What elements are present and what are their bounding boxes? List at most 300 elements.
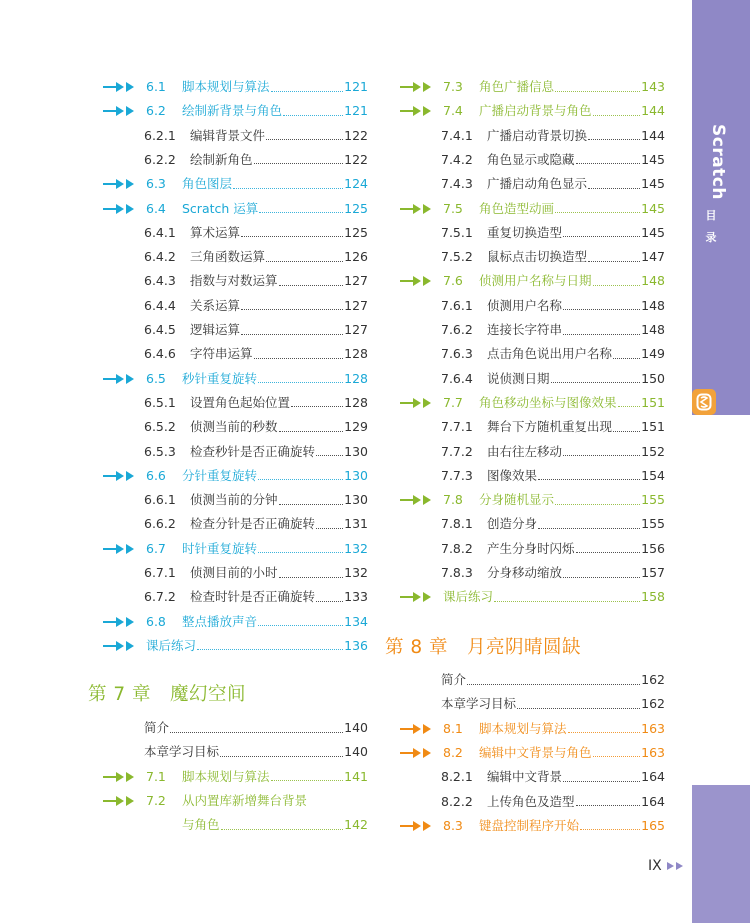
entry-number: 7.5.1	[441, 224, 473, 240]
entry-title: 课后练习	[146, 637, 197, 653]
toc-subsection-entry[interactable]	[400, 126, 665, 146]
leader-dots	[258, 479, 343, 480]
toc-subsection-entry[interactable]	[400, 767, 665, 787]
entry-page: 147	[641, 249, 665, 265]
entry-number: 7.6.4	[441, 370, 473, 386]
section-arrow-icon	[400, 104, 440, 118]
entry-page: 133	[344, 589, 368, 605]
entry-number: 6.5.1	[144, 394, 176, 410]
leader-dots	[563, 577, 640, 578]
entry-page: 155	[641, 492, 665, 508]
entry-title: 广播启动背景切换	[487, 127, 588, 143]
entry-title: 三角函数运算	[190, 249, 266, 265]
toc-section-entry[interactable]	[103, 767, 368, 787]
entry-number: 8.1	[443, 720, 463, 736]
leader-dots	[563, 334, 640, 335]
toc-section-entry[interactable]	[400, 816, 665, 836]
entry-page: 154	[641, 467, 665, 483]
right-sidebar	[692, 0, 750, 923]
page-folio	[648, 858, 686, 874]
entry-title: 角色广播信息	[479, 79, 555, 94]
leader-dots	[563, 309, 640, 310]
entry-number: 7.4.2	[441, 151, 473, 167]
entry-page: 122	[344, 127, 368, 143]
entry-page: 151	[641, 419, 665, 435]
entry-title: 脚本规划与算法	[479, 720, 567, 736]
entry-number: 6.7	[146, 540, 166, 556]
leader-dots	[618, 406, 641, 407]
entry-title: 检查分针是否正确旋转	[190, 516, 316, 532]
entry-number: 6.4.5	[144, 322, 176, 337]
entry-title: 字符串运算	[190, 346, 253, 362]
entry-page: 132	[344, 540, 368, 556]
entry-page: 145	[641, 176, 665, 192]
entry-page: 164	[641, 793, 665, 809]
section-arrow-icon	[400, 819, 440, 833]
entry-number: 6.2.1	[144, 127, 176, 143]
toc-section-entry[interactable]	[103, 369, 368, 389]
toc-subsection-entry[interactable]	[103, 223, 368, 243]
entry-page: 158	[641, 589, 665, 605]
entry-title: 键盘控制程序开始	[479, 817, 580, 833]
entry-page: 129	[344, 419, 368, 435]
toc-subsection-entry[interactable]	[103, 442, 368, 462]
section-arrow-icon	[103, 202, 143, 216]
leader-dots	[588, 139, 640, 140]
entry-page: 127	[344, 322, 368, 337]
entry-title: 算术运算	[190, 224, 241, 240]
toc-subsection-entry[interactable]	[103, 563, 368, 583]
entry-number: 7.4.1	[441, 127, 473, 143]
chapter-7-heading[interactable]: 第 7 章 魔幻空间	[88, 684, 247, 705]
toc-subsection-entry[interactable]	[103, 417, 368, 437]
toc-subsection-entry[interactable]	[400, 792, 665, 812]
entry-title: 整点播放声音	[182, 613, 258, 629]
leader-dots	[258, 625, 343, 626]
section-arrow-icon	[103, 104, 143, 118]
leader-dots	[316, 528, 343, 529]
section-arrow-icon	[103, 542, 143, 556]
toc-section-entry[interactable]	[400, 490, 665, 510]
entry-number: 6.4.1	[144, 224, 176, 240]
leader-dots	[221, 829, 344, 830]
entry-page: 130	[344, 467, 368, 483]
entry-title: 秒针重复旋转	[182, 370, 258, 386]
leader-dots	[551, 382, 641, 383]
section-arrow-icon	[400, 80, 440, 94]
entry-number: 7.8	[443, 492, 463, 508]
entry-title: 脚本规划与算法	[182, 79, 270, 94]
chapter-8-heading[interactable]: 第 8 章 月亮阴晴圆缺	[385, 637, 582, 658]
entry-page: 121	[344, 103, 368, 119]
leader-dots	[563, 781, 640, 782]
leader-dots	[467, 684, 640, 685]
entry-title: 编辑中文背景与角色	[479, 744, 592, 760]
leader-dots	[241, 236, 343, 237]
leader-dots	[588, 188, 640, 189]
toc-subsection-entry[interactable]	[400, 563, 665, 583]
toc-subsection-entry[interactable]	[400, 466, 665, 486]
entry-number: 6.5	[146, 370, 166, 386]
leader-dots	[279, 285, 344, 286]
toc-subsection-entry[interactable]	[103, 271, 368, 291]
leader-dots	[563, 236, 640, 237]
entry-title: 时针重复旋转	[182, 540, 258, 556]
entry-page: 157	[641, 565, 665, 580]
entry-page: 149	[641, 346, 665, 362]
entry-page: 126	[344, 249, 368, 265]
entry-page: 125	[344, 200, 368, 216]
section-arrow-icon	[400, 202, 440, 216]
leader-dots	[291, 406, 343, 407]
toc-section-entry[interactable]	[400, 393, 665, 413]
leader-dots	[271, 91, 344, 92]
entry-title: 侦测目前的小时	[190, 565, 278, 580]
section-arrow-icon	[103, 794, 143, 808]
sidebar-sub-1: 目	[705, 209, 717, 222]
leader-dots	[576, 805, 641, 806]
entry-number: 7.3	[443, 79, 463, 94]
toc-subsection-entry[interactable]	[400, 150, 665, 170]
toc-intro-entry[interactable]	[400, 694, 665, 714]
leader-dots	[233, 188, 343, 189]
entry-number: 6.3	[146, 176, 166, 192]
entry-title: 侦测用户名称	[487, 297, 563, 313]
page-number: IX	[648, 858, 662, 874]
entry-page: 152	[641, 443, 665, 459]
entry-number: 7.7	[443, 394, 463, 410]
entry-number: 6.7.1	[144, 565, 176, 580]
entry-title: 检查时针是否正确旋转	[190, 589, 316, 605]
entry-number: 6.4	[146, 200, 166, 216]
entry-title: 说侦测日期	[487, 370, 550, 386]
entry-page: 130	[344, 492, 368, 508]
entry-title: 上传角色及造型	[487, 793, 575, 809]
entry-number: 7.5.2	[441, 249, 473, 265]
entry-page: 127	[344, 297, 368, 313]
entry-number: 6.6.1	[144, 492, 176, 508]
entry-page: 140	[344, 720, 368, 735]
leader-dots	[555, 212, 640, 213]
section-arrow-icon	[103, 770, 143, 784]
entry-number: 6.4.2	[144, 249, 176, 265]
entry-title: 分身移动缩放	[487, 565, 563, 580]
entry-number: 7.8.3	[441, 565, 473, 580]
entry-page: 162	[641, 696, 665, 712]
leader-dots	[266, 261, 343, 262]
entry-number: 8.2	[443, 744, 463, 760]
entry-number: 7.5	[443, 200, 463, 216]
entry-page: 151	[641, 394, 665, 410]
entry-title: 课后练习	[443, 589, 494, 605]
leader-dots	[555, 504, 640, 505]
entry-number: 7.4	[443, 103, 463, 119]
toc-section-entry[interactable]	[103, 636, 368, 656]
entry-page: 163	[641, 744, 665, 760]
leader-dots	[613, 358, 640, 359]
toc-subsection-entry[interactable]	[400, 417, 665, 437]
entry-title: 编辑背景文件	[190, 127, 266, 143]
entry-number: 7.1	[146, 768, 166, 784]
entry-page: 145	[641, 224, 665, 240]
entry-number: 6.4.4	[144, 297, 176, 313]
section-arrow-icon	[103, 469, 143, 483]
entry-title: 侦测当前的分钟	[190, 492, 278, 508]
entry-title: 简介	[441, 672, 467, 687]
entry-number: 8.2.2	[441, 793, 473, 809]
entry-number: 7.6.2	[441, 322, 473, 337]
leader-dots	[279, 504, 344, 505]
entry-title: 分针重复旋转	[182, 467, 258, 483]
entry-title: 编辑中文背景	[487, 769, 563, 785]
leader-dots	[593, 115, 641, 116]
entry-title: 设置角色起始位置	[190, 394, 291, 410]
toc-intro-entry[interactable]	[103, 742, 368, 762]
toc-section-entry[interactable]	[400, 271, 665, 291]
leader-dots	[588, 261, 640, 262]
entry-page: 125	[344, 224, 368, 240]
sidebar-bottom-band	[692, 785, 750, 923]
leader-dots	[568, 732, 641, 733]
entry-number: 6.5.2	[144, 419, 176, 435]
entry-title: 检查秒针是否正确旋转	[190, 443, 316, 459]
entry-number: 7.6	[443, 273, 463, 289]
leader-dots	[517, 708, 640, 709]
entry-title: 本章学习目标	[144, 744, 220, 760]
entry-page: 165	[641, 817, 665, 833]
entry-title: 绘制新角色	[190, 151, 253, 167]
toc-section-entry[interactable]	[103, 815, 368, 835]
entry-number: 6.4.6	[144, 346, 176, 362]
section-arrow-icon	[400, 590, 440, 604]
entry-title: 分身随机显示	[479, 492, 555, 508]
entry-number: 6.6.2	[144, 516, 176, 532]
entry-page: 155	[641, 516, 665, 532]
toc-subsection-entry[interactable]	[400, 223, 665, 243]
entry-page: 130	[344, 443, 368, 459]
leader-dots	[538, 528, 640, 529]
toc-section-entry[interactable]	[400, 719, 665, 739]
toc-subsection-entry[interactable]	[103, 587, 368, 607]
chapter-tab-icon	[696, 393, 712, 411]
toc-subsection-entry[interactable]	[103, 296, 368, 316]
entry-number: 6.1	[146, 79, 166, 94]
entry-page: 121	[344, 79, 368, 94]
entry-number: 6.4.3	[144, 273, 176, 289]
toc-section-entry[interactable]	[103, 77, 368, 97]
toc-subsection-entry[interactable]	[400, 514, 665, 534]
toc-intro-entry[interactable]	[400, 670, 665, 690]
toc-subsection-entry[interactable]	[400, 320, 665, 340]
entry-page: 140	[344, 744, 368, 760]
toc-subsection-entry[interactable]	[400, 296, 665, 316]
toc-subsection-entry[interactable]	[103, 150, 368, 170]
entry-page: 131	[344, 516, 368, 532]
entry-page: 143	[641, 79, 665, 94]
leader-dots	[563, 455, 640, 456]
entry-page: 128	[344, 370, 368, 386]
entry-title: 本章学习目标	[441, 696, 517, 712]
entry-title: 关系运算	[190, 297, 241, 313]
entry-title: 脚本规划与算法	[182, 768, 270, 784]
toc-section-entry[interactable]	[103, 539, 368, 559]
entry-page: 145	[641, 151, 665, 167]
toc-section-entry[interactable]	[103, 174, 368, 194]
entry-title: 与角色	[182, 817, 220, 833]
leader-dots	[241, 334, 343, 335]
entry-number: 8.2.1	[441, 769, 473, 785]
entry-title: 产生分身时闪烁	[487, 540, 575, 556]
toc-section-entry[interactable]	[103, 466, 368, 486]
entry-page: 145	[641, 200, 665, 216]
entry-page: 148	[641, 297, 665, 313]
entry-title: 点击角色说出用户名称	[487, 346, 613, 362]
entry-title: 角色移动坐标与图像效果	[479, 394, 617, 410]
entry-title: 角色图层	[182, 176, 233, 192]
leader-dots	[254, 163, 344, 164]
leader-dots	[266, 139, 343, 140]
sidebar-sub-2: 录	[705, 231, 717, 244]
entry-number: 7.6.3	[441, 346, 473, 362]
section-arrow-icon	[103, 639, 143, 653]
entry-title: 广播启动背景与角色	[479, 103, 592, 119]
leader-dots	[580, 829, 640, 830]
entry-page: 144	[641, 127, 665, 143]
entry-title: 创造分身	[487, 516, 538, 532]
entry-page: 128	[344, 346, 368, 362]
leader-dots	[555, 91, 640, 92]
leader-dots	[316, 601, 343, 602]
toc-section-entry[interactable]	[103, 199, 368, 219]
toc-section-entry[interactable]	[103, 612, 368, 632]
entry-title: Scratch 运算	[182, 200, 259, 216]
toc-subsection-entry[interactable]	[400, 369, 665, 389]
leader-dots	[258, 552, 343, 553]
toc-subsection-entry[interactable]	[103, 247, 368, 267]
entry-number: 6.6	[146, 467, 166, 483]
toc-subsection-entry[interactable]	[400, 442, 665, 462]
entry-number: 6.5.3	[144, 443, 176, 459]
toc-section-entry[interactable]	[400, 77, 665, 97]
entry-title: 由右往左移动	[487, 443, 563, 459]
leader-dots	[494, 601, 640, 602]
entry-page: 132	[344, 565, 368, 580]
leader-dots	[576, 552, 641, 553]
entry-page: 162	[641, 672, 665, 687]
entry-page: 164	[641, 769, 665, 785]
entry-page: 128	[344, 394, 368, 410]
toc-subsection-entry[interactable]	[103, 514, 368, 534]
leader-dots	[241, 309, 343, 310]
leader-dots	[279, 577, 344, 578]
entry-page: 163	[641, 720, 665, 736]
toc-subsection-entry[interactable]	[103, 490, 368, 510]
chapter-tab[interactable]	[692, 389, 716, 415]
entry-page: 148	[641, 322, 665, 337]
entry-page: 124	[344, 176, 368, 192]
section-arrow-icon	[400, 746, 440, 760]
entry-title: 图像效果	[487, 467, 538, 483]
toc-subsection-entry[interactable]	[400, 539, 665, 559]
entry-number: 7.7.1	[441, 419, 473, 435]
sidebar-top-band	[692, 0, 750, 415]
entry-number: 8.3	[443, 817, 463, 833]
entry-title: 广播启动角色显示	[487, 176, 588, 192]
entry-page: 122	[344, 151, 368, 167]
toc-section-entry[interactable]	[103, 101, 368, 121]
entry-number: 7.6.1	[441, 297, 473, 313]
leader-dots	[613, 431, 640, 432]
toc-section-entry[interactable]	[400, 587, 665, 607]
entry-title: 角色显示或隐藏	[487, 151, 575, 167]
entry-number: 6.8	[146, 613, 166, 629]
sidebar-title: Scratch	[708, 124, 728, 200]
toc-subsection-entry[interactable]	[103, 320, 368, 340]
entry-title: 从内置库新增舞台背景	[182, 792, 308, 808]
toc-subsection-entry[interactable]	[400, 247, 665, 267]
leader-dots	[283, 115, 343, 116]
toc-subsection-entry[interactable]	[400, 344, 665, 364]
entry-number: 7.8.1	[441, 516, 473, 532]
toc-subsection-entry[interactable]	[103, 393, 368, 413]
leader-dots	[316, 455, 343, 456]
next-arrow-icon	[666, 861, 686, 871]
entry-title: 侦测当前的秒数	[190, 419, 278, 435]
section-arrow-icon	[103, 372, 143, 386]
entry-title: 舞台下方随机重复出现	[487, 419, 613, 435]
toc-subsection-entry[interactable]	[400, 174, 665, 194]
leader-dots	[254, 358, 344, 359]
entry-page: 156	[641, 540, 665, 556]
toc-subsection-entry[interactable]	[103, 126, 368, 146]
section-arrow-icon	[400, 722, 440, 736]
entry-number: 7.7.2	[441, 443, 473, 459]
toc-intro-entry[interactable]	[103, 718, 368, 738]
entry-page: 134	[344, 613, 368, 629]
toc-section-entry[interactable]	[400, 199, 665, 219]
section-arrow-icon	[103, 615, 143, 629]
leader-dots	[593, 756, 641, 757]
entry-title: 连接长字符串	[487, 322, 563, 337]
leader-dots	[170, 732, 343, 733]
entry-title: 指数与对数运算	[190, 273, 278, 289]
toc-section-entry[interactable]	[103, 791, 368, 811]
entry-number: 6.2	[146, 103, 166, 119]
entry-number: 6.7.2	[144, 589, 176, 605]
toc-section-entry[interactable]	[400, 101, 665, 121]
section-arrow-icon	[400, 396, 440, 410]
entry-number: 7.4.3	[441, 176, 473, 192]
leader-dots	[258, 382, 343, 383]
toc-section-entry[interactable]	[400, 743, 665, 763]
entry-title: 侦测用户名称与日期	[479, 273, 592, 289]
entry-page: 141	[344, 768, 368, 784]
section-arrow-icon	[400, 274, 440, 288]
entry-title: 鼠标点击切换造型	[487, 249, 588, 265]
entry-page: 148	[641, 273, 665, 289]
toc-subsection-entry[interactable]	[103, 344, 368, 364]
entry-number: 7.2	[146, 792, 166, 808]
leader-dots	[279, 431, 344, 432]
entry-number: 6.2.2	[144, 151, 176, 167]
entry-page: 150	[641, 370, 665, 386]
entry-title: 简介	[144, 720, 170, 735]
section-arrow-icon	[103, 177, 143, 191]
entry-title: 重复切换造型	[487, 224, 563, 240]
leader-dots	[538, 479, 640, 480]
entry-title: 逻辑运算	[190, 322, 241, 337]
leader-dots	[259, 212, 343, 213]
